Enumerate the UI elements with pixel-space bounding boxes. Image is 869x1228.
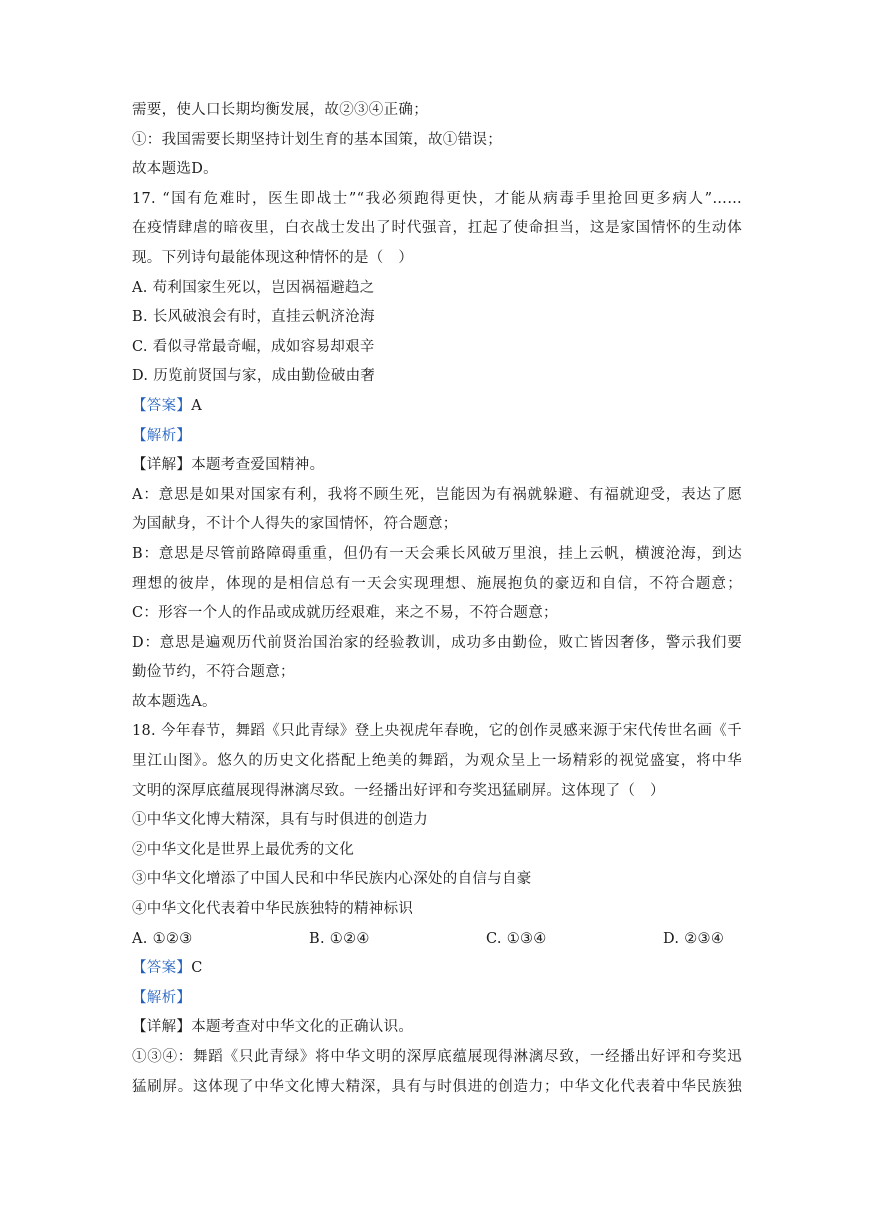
detail-text: 本题考查对中华文化的正确认识。 [191, 1019, 414, 1036]
answer-tag: 【答案】 [132, 960, 192, 977]
choice-d: D. ②③④ [663, 930, 725, 947]
statement-1: ①中华文化博大精深，具有与时俱进的创造力 [132, 812, 428, 829]
q17-explain-line: D：意思是遍观历代前贤治国治家的经验教训，成功多由勤俭，败亡皆因奢侈，警示我们要 [132, 634, 742, 651]
detail-text: 本题考查爱国精神。 [191, 457, 325, 474]
statement-2: ②中华文化是世界上最优秀的文化 [132, 841, 354, 858]
choice-a: A. ①②③ [132, 930, 193, 947]
q18-answer [132, 954, 742, 984]
analysis-tag: 【解析】 [132, 989, 192, 1006]
option-c: C. 看似寻常最奇崛，成如容易却艰辛 [132, 338, 375, 355]
option-d: D. 历览前贤国与家，成由勤俭破由奢 [132, 368, 376, 385]
question-17-stem: 在疫情肆虐的暗夜里，白衣战士发出了时代强音，扛起了使命担当，这是家国情怀的生动体 [132, 220, 742, 237]
text-line: 故本题选D。 [132, 161, 218, 178]
q17-explain-line: B：意思是尽管前路障碍重重，但仍有一天会乘长风破万里浪，挂上云帆，横渡沧海，到达 [132, 545, 742, 562]
q17-explain-line: 勤俭节约，不符合题意； [132, 664, 295, 681]
question-18-stem: 里江山图》。悠久的历史文化搭配上绝美的舞蹈，为观众呈上一场精彩的视觉盛宴，将中华 [132, 753, 742, 770]
question-17-stem: 现。下列诗句最能体现这种情怀的是（ ） [132, 249, 414, 266]
q18-explain-line: ①③④：舞蹈《只此青绿》将中华文明的深厚底蕴展现得淋漓尽致，一经播出好评和夸奖迅 [132, 1049, 742, 1065]
choice-c: C. ①③④ [486, 930, 547, 947]
q18-analysis [132, 984, 742, 1014]
choice-b: B. ①②④ [309, 930, 370, 947]
statement-4: ④中华文化代表着中华民族独特的精神标识 [132, 901, 414, 918]
text-line: ①：我国需要长期坚持计划生育的基本国策，故①错误； [132, 131, 502, 148]
q17-answer [132, 392, 742, 422]
option-b: B. 长风破浪会有时，直挂云帆济沧海 [132, 309, 375, 326]
q17-explain-line: 为国献身，不计个人得失的家国情怀，符合题意； [132, 516, 458, 533]
answer-value: C [191, 960, 203, 977]
question-17-stem: 17. “国有危难时，医生即战士”“我必须跑得更快，才能从病毒手里抢回更多病人”…… [132, 190, 742, 207]
text-line: 需要，使人口长期均衡发展，故②③④正确； [132, 102, 428, 118]
q17-explain-line: 理想的彼岸，体现的是相信总有一天会实现理想、施展抱负的豪迈和自信，不符合题意； [132, 575, 742, 592]
page-content [132, 96, 742, 1102]
question-18-stem: 文明的深厚底蕴展现得淋漓尽致。一经播出好评和夸奖迅猛刷屏。这体现了（ ） [132, 782, 665, 799]
q18-choices [132, 925, 742, 955]
q17-analysis [132, 422, 742, 452]
q17-explain-line: C：形容一个人的作品或成就历经艰难，来之不易，不符合题意； [132, 605, 558, 622]
statement-3: ③中华文化增添了中国人民和中华民族内心深处的自信与自豪 [132, 871, 532, 888]
q18-explain-line: 猛刷屏。这体现了中华文化博大精深，具有与时俱进的创造力；中华文化代表着中华民族独 [132, 1078, 742, 1095]
q17-explain-line: 故本题选A。 [132, 693, 217, 710]
q17-detail [132, 451, 742, 481]
answer-value: A [191, 397, 202, 414]
analysis-tag: 【解析】 [132, 427, 192, 444]
question-18-stem: 18. 今年春节，舞蹈《只此青绿》登上央视虎年春晚，它的创作灵感来源于宋代传世名画《千 [132, 723, 742, 740]
answer-tag: 【答案】 [132, 397, 192, 414]
q18-detail [132, 1013, 742, 1043]
q17-explain-line: A：意思是如果对国家有利，我将不顾生死，岂能因为有祸就躲避、有福就迎受，表达了愿 [132, 486, 742, 503]
detail-tag: 【详解】 [132, 1019, 192, 1036]
option-a: A. 苟利国家生死以，岂因祸福避趋之 [132, 279, 375, 296]
detail-tag: 【详解】 [132, 457, 192, 474]
